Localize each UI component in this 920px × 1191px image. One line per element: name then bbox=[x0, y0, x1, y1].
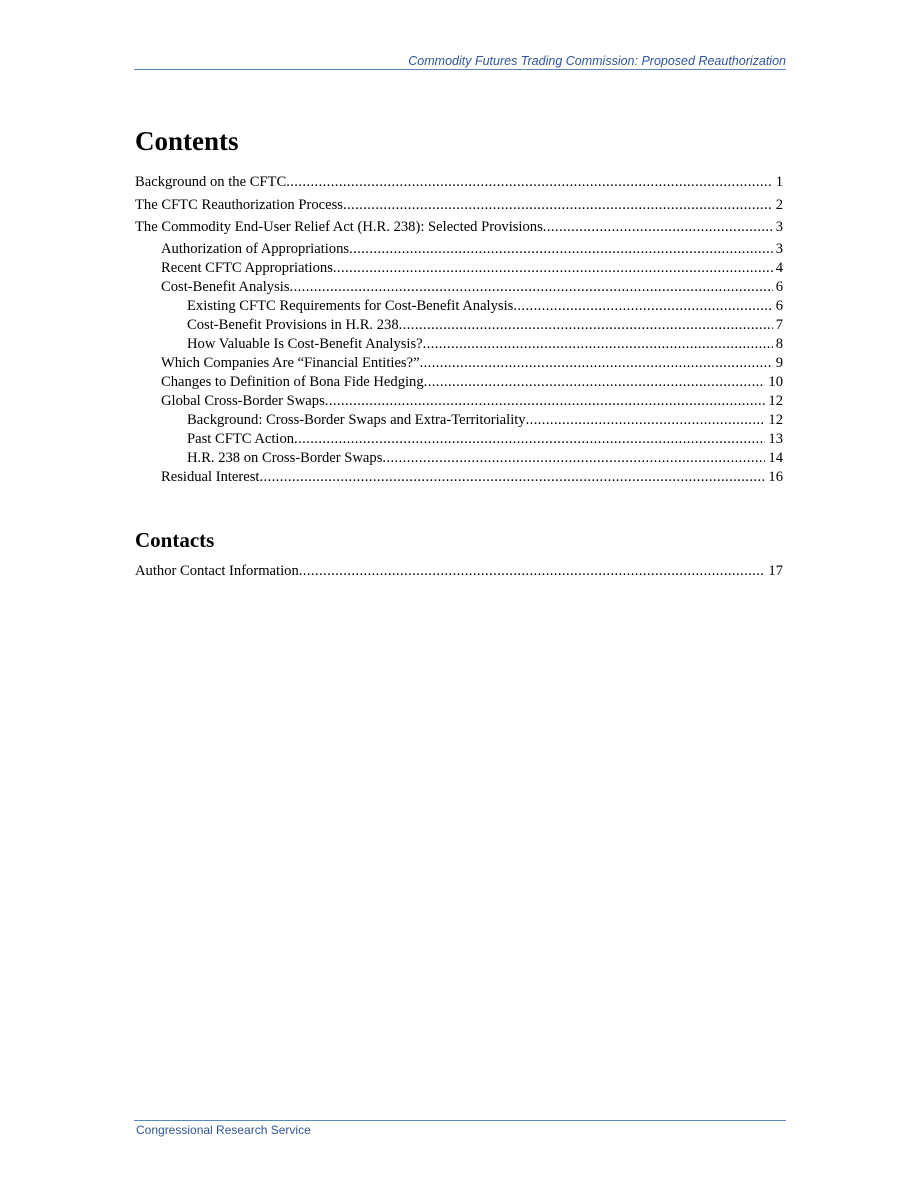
dot-leader bbox=[343, 197, 773, 214]
dot-leader bbox=[423, 336, 773, 353]
dot-leader bbox=[299, 563, 766, 580]
header-divider bbox=[134, 69, 786, 70]
dot-leader bbox=[333, 260, 773, 277]
dot-leader bbox=[513, 298, 772, 315]
dot-leader bbox=[424, 374, 766, 391]
toc-entry-title: The Commodity End-User Relief Act (H.R. 238): Selected Provisions bbox=[135, 219, 543, 235]
toc-entry-title: Existing CFTC Requirements for Cost-Benefit Analysis bbox=[187, 297, 514, 314]
toc-entry-title: Global Cross-Border Swaps bbox=[161, 392, 325, 409]
toc-entry-title: Background: Cross-Border Swaps and Extra-Territoriality bbox=[187, 411, 526, 428]
contacts-list bbox=[135, 563, 783, 580]
toc-subentry[interactable] bbox=[135, 355, 783, 374]
toc-entry-title: Cost-Benefit Analysis bbox=[161, 278, 290, 295]
toc-subsubentry[interactable] bbox=[135, 298, 783, 317]
toc-page-number: 13 bbox=[768, 430, 783, 447]
toc-entry-title: Authorization of Appropriations bbox=[161, 240, 350, 257]
toc-page-number: 10 bbox=[768, 373, 783, 390]
toc-entry-title: Cost-Benefit Provisions in H.R. 238 bbox=[187, 316, 399, 333]
contacts-heading: Contacts bbox=[135, 528, 215, 552]
dot-leader bbox=[294, 431, 765, 448]
toc-entry-title: Background on the CFTC bbox=[135, 174, 287, 190]
toc-page-number: 17 bbox=[768, 563, 783, 579]
toc-entry[interactable] bbox=[135, 219, 783, 241]
table-of-contents bbox=[135, 174, 783, 488]
dot-leader bbox=[286, 174, 773, 191]
toc-entry-title: Which Companies Are “Financial Entities?” bbox=[161, 354, 420, 371]
toc-entry[interactable] bbox=[135, 197, 783, 220]
toc-entry-title: Past CFTC Action bbox=[187, 430, 295, 447]
dot-leader bbox=[399, 317, 773, 334]
toc-subentry[interactable] bbox=[135, 374, 783, 393]
toc-page-number: 4 bbox=[775, 259, 783, 276]
toc-page-number: 1 bbox=[775, 174, 783, 190]
toc-subentry[interactable] bbox=[135, 393, 783, 412]
dot-leader bbox=[290, 279, 773, 296]
contents-heading: Contents bbox=[135, 126, 239, 156]
toc-subsubentry[interactable] bbox=[135, 450, 783, 469]
dot-leader bbox=[259, 469, 765, 486]
toc-page-number: 3 bbox=[775, 219, 783, 235]
toc-subentry[interactable] bbox=[135, 279, 783, 298]
toc-entry-title: H.R. 238 on Cross-Border Swaps bbox=[187, 449, 383, 466]
toc-entry[interactable] bbox=[135, 174, 783, 197]
footer-publisher: Congressional Research Service bbox=[136, 1123, 311, 1137]
toc-page-number: 6 bbox=[775, 278, 783, 295]
toc-entry-title: How Valuable Is Cost-Benefit Analysis? bbox=[187, 335, 423, 352]
dot-leader bbox=[349, 241, 773, 258]
toc-subsubentry[interactable] bbox=[135, 412, 783, 431]
dot-leader bbox=[325, 393, 766, 410]
toc-page-number: 14 bbox=[768, 449, 783, 466]
toc-entry-title: Residual Interest bbox=[161, 468, 260, 485]
running-header-title: Commodity Futures Trading Commission: Proposed Reauthorization bbox=[408, 54, 786, 68]
toc-page-number: 16 bbox=[768, 468, 783, 485]
toc-subsubentry[interactable] bbox=[135, 317, 783, 336]
dot-leader bbox=[420, 355, 773, 372]
toc-subsubentry[interactable] bbox=[135, 336, 783, 355]
toc-page-number: 8 bbox=[775, 335, 783, 352]
toc-subentry[interactable] bbox=[135, 241, 783, 260]
toc-page-number: 3 bbox=[775, 240, 783, 257]
toc-subsubentry[interactable] bbox=[135, 431, 783, 450]
toc-page-number: 7 bbox=[775, 316, 783, 333]
dot-leader bbox=[543, 219, 773, 236]
dot-leader bbox=[526, 412, 766, 429]
toc-subentry[interactable] bbox=[135, 260, 783, 279]
footer-divider bbox=[134, 1120, 786, 1121]
toc-entry-title: Changes to Definition of Bona Fide Hedging bbox=[161, 373, 424, 390]
toc-page-number: 9 bbox=[775, 354, 783, 371]
toc-page-number: 6 bbox=[775, 297, 783, 314]
toc-entry[interactable] bbox=[135, 563, 783, 580]
toc-entry-title: Author Contact Information bbox=[135, 563, 299, 579]
toc-page-number: 12 bbox=[768, 411, 783, 428]
toc-entry-title: Recent CFTC Appropriations bbox=[161, 259, 333, 276]
toc-subentry[interactable] bbox=[135, 469, 783, 488]
toc-page-number: 12 bbox=[768, 392, 783, 409]
dot-leader bbox=[382, 450, 765, 467]
toc-entry-title: The CFTC Reauthorization Process bbox=[135, 196, 343, 213]
toc-page-number: 2 bbox=[775, 196, 783, 213]
